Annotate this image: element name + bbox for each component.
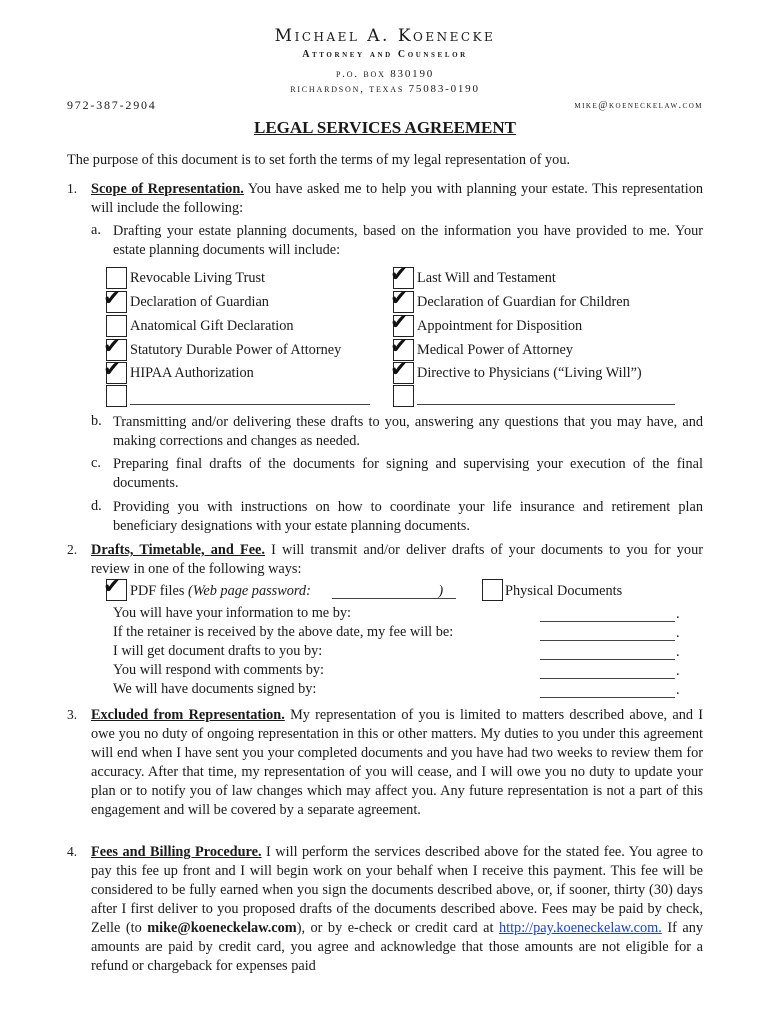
document-label: Medical Power of Attorney: [417, 342, 574, 358]
phone-number: 972-387-2904: [67, 98, 157, 112]
timetable-label: You will have your information to me by:: [113, 605, 351, 621]
document-label: HIPAA Authorization: [130, 365, 254, 381]
item-a-text: Drafting your estate planning documents, based on the information you have provided to me. Your estate planning documents will include:: [113, 223, 703, 258]
timetable-input[interactable]: [540, 678, 675, 679]
item-c-label: c.: [91, 455, 101, 471]
item-c-text: Preparing final drafts of the documents for signing and supervising your execution of the final documents.: [113, 456, 703, 491]
physical-documents-checkbox[interactable]: [482, 579, 503, 601]
document-label: Directive to Physicians (“Living Will”): [417, 365, 642, 381]
timetable-label: You will respond with comments by:: [113, 662, 325, 678]
section-2-number: 2.: [67, 542, 78, 557]
payment-link[interactable]: http://pay.koeneckelaw.com.: [498, 920, 662, 936]
section-4-heading: Fees and Billing Procedure.: [91, 844, 262, 860]
document-title: LEGAL SERVICES AGREEMENT: [253, 118, 517, 137]
checkmark-icon: ✔: [103, 286, 122, 311]
section-1-heading: Scope of Representation.: [91, 181, 244, 197]
pdf-files-checkbox[interactable]: [103, 574, 127, 601]
password-label: (Web page password:: [188, 583, 315, 599]
line-period: .: [676, 682, 680, 698]
item-d-label: d.: [91, 498, 102, 514]
document-checkbox[interactable]: [393, 385, 414, 407]
section-3-heading: Excluded from Representation.: [91, 707, 285, 723]
document-checkbox[interactable]: [103, 357, 127, 384]
line-period: .: [676, 606, 680, 622]
other-document-line[interactable]: [130, 404, 370, 405]
checkmark-icon: ✔: [390, 286, 409, 311]
line-period: .: [676, 625, 680, 641]
timetable-input[interactable]: [540, 621, 675, 622]
document-checkbox[interactable]: [103, 286, 127, 313]
section-3-number: 3.: [67, 707, 78, 722]
checkmark-icon: ✔: [103, 334, 122, 359]
timetable-input[interactable]: [540, 697, 675, 698]
attorney-name: Michael A. Koenecke: [274, 26, 496, 46]
timetable-input[interactable]: [540, 659, 675, 660]
pdf-check-icon: ✔: [103, 574, 122, 599]
timetable-label: I will get document drafts to you by:: [113, 643, 323, 659]
checkmark-icon: ✔: [390, 334, 409, 359]
document-checkbox[interactable]: [106, 385, 127, 407]
section-4-text-3: If any amounts are paid by credit card, you agree and acknowledge that those amounts are not eligible for a refund or chargeback for expenses paid: [91, 920, 703, 974]
city-line: richardson, texas 75083-0190: [290, 83, 480, 95]
email-address: mike@koeneckelaw.com: [574, 100, 703, 111]
line-period: .: [676, 644, 680, 660]
section-2-paragraph: [91, 541, 703, 579]
section-1-number: 1.: [67, 181, 78, 196]
timetable-label: We will have documents signed by:: [113, 681, 317, 697]
document-label: Appointment for Disposition: [417, 318, 583, 334]
section-1-paragraph: [91, 180, 703, 218]
zelle-email: mike@koeneckelaw.com: [147, 920, 297, 936]
item-b-label: b.: [91, 413, 102, 429]
item-a-label: a.: [91, 222, 101, 238]
section-4-paragraph: [91, 843, 703, 976]
password-close: ): [438, 583, 444, 599]
checkmark-icon: ✔: [390, 310, 409, 335]
checkmark-icon: ✔: [390, 357, 409, 382]
checkmark-icon: ✔: [390, 262, 409, 287]
section-4-number: 4.: [67, 844, 78, 859]
item-b-text: Transmitting and/or delivering these drafts to you, answering any questions that you may have, and making corrections and changes as needed.: [113, 414, 703, 449]
intro-text: The purpose of this document is to set forth the terms of my legal representation of you.: [67, 152, 571, 168]
section-3-paragraph: [91, 706, 703, 820]
section-4-text-1: I will perform the services described above for the stated fee. You agree to pay this fee up front and I will begin work on your behalf when I receive this payment. This fee will be considered to be fully earned when you sign the documents described above, or, if sooner, thirty (30) days after I first deliver to you proposed drafts of the documents described above. Fees may be paid by check, Zelle (to: [91, 844, 703, 936]
document-checkbox[interactable]: [390, 357, 414, 384]
pdf-files-label: PDF files: [130, 583, 188, 599]
document-label: Anatomical Gift Declaration: [130, 318, 294, 334]
item-d-text: Providing you with instructions on how to coordinate your life insurance and retirement plan beneficiary designations with your estate planning documents.: [113, 499, 703, 534]
section-4-text-2: ), or by e-check or credit card at: [296, 920, 499, 936]
document-label: Last Will and Testament: [417, 270, 556, 286]
section-2-heading: Drafts, Timetable, and Fee.: [91, 542, 265, 558]
password-input[interactable]: [332, 598, 456, 599]
section-1-text: You have asked me to help you with planning your estate. This representation will include the following:: [91, 181, 703, 216]
document-label: Declaration of Guardian: [130, 294, 269, 310]
checkmark-icon: ✔: [103, 357, 122, 382]
line-period: .: [676, 663, 680, 679]
document-label: Statutory Durable Power of Attorney: [130, 342, 342, 358]
document-label: Revocable Living Trust: [130, 270, 266, 286]
other-document-line[interactable]: [417, 404, 675, 405]
attorney-title: Attorney and Counselor: [302, 49, 468, 60]
timetable-input[interactable]: [540, 640, 675, 641]
section-3-text: My representation of you is limited to matters described above, and I owe you no duty of ongoing representation in this or other matters. My duties to you under this agreement will end when I have sent you your completed documents and you have had two weeks to review them for accuracy. After that time, my representation of you will cease, and I will owe you no duty to update your plan or to notify you of law changes which may affect you. Any future representation is not a part of this engagement and will be covered by a separate agreement.: [91, 707, 704, 818]
physical-documents-label: Physical Documents: [505, 583, 623, 599]
po-box: p.o. box 830190: [335, 68, 435, 80]
timetable-label: If the retainer is received by the above date, my fee will be:: [113, 624, 454, 640]
document-label: Declaration of Guardian for Children: [417, 294, 630, 310]
section-2-text: I will transmit and/or deliver drafts of your documents to you for your review in one of the following ways:: [91, 542, 703, 577]
